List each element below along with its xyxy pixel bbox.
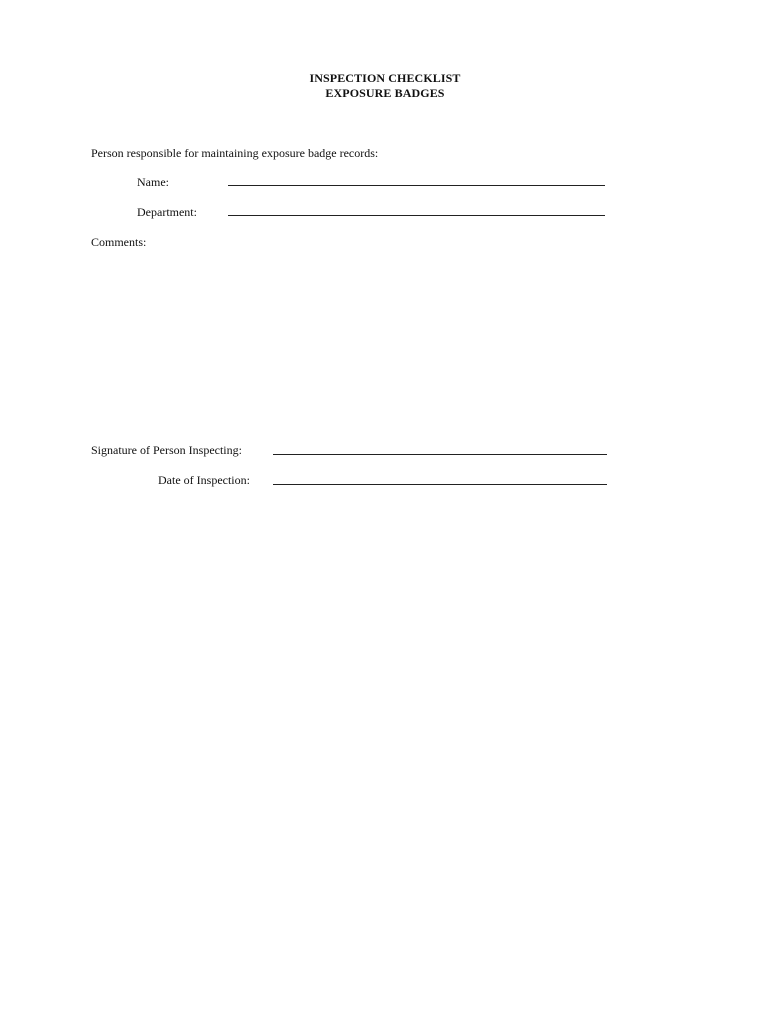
date-label: Date of Inspection:	[158, 473, 250, 487]
signature-label: Signature of Person Inspecting:	[91, 443, 242, 457]
document-title: INSPECTION CHECKLIST	[309, 71, 461, 85]
name-field[interactable]	[228, 185, 605, 186]
signature-field[interactable]	[273, 454, 607, 455]
comments-label: Comments:	[91, 235, 147, 249]
date-field[interactable]	[273, 484, 607, 485]
responsible-intro: Person responsible for maintaining exposure badge records:	[91, 146, 379, 160]
department-field[interactable]	[228, 215, 605, 216]
comments-area[interactable]	[91, 255, 611, 425]
name-label: Name:	[137, 175, 169, 189]
document-subtitle: EXPOSURE BADGES	[325, 86, 445, 100]
department-label: Department:	[137, 205, 197, 219]
